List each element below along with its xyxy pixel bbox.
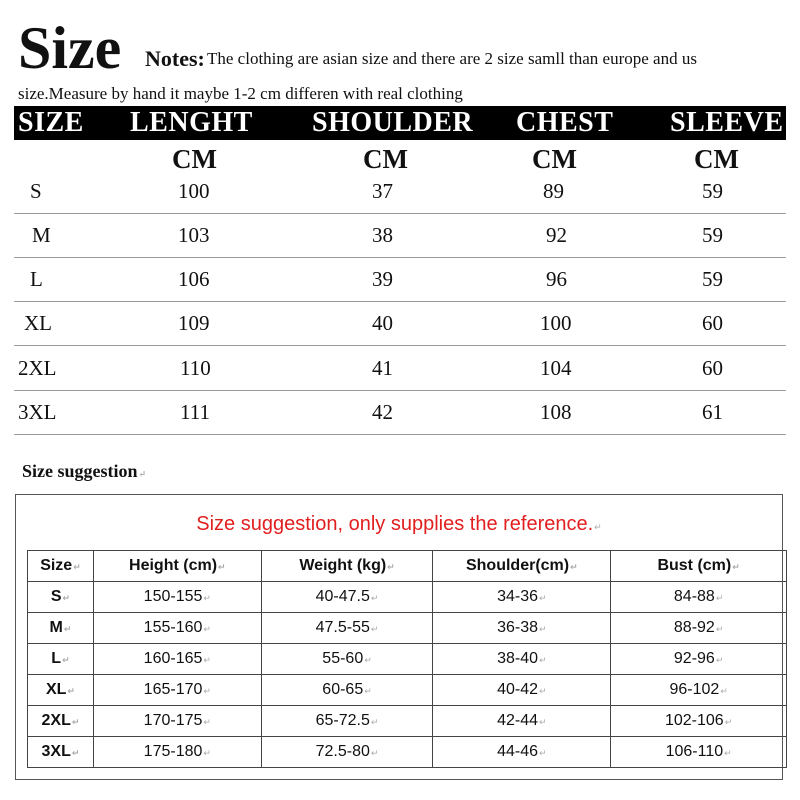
row-sleeve: 59 <box>702 267 723 291</box>
row-size: 2XL <box>18 356 57 380</box>
row-length: 106 <box>178 267 210 291</box>
size-row <box>14 347 786 391</box>
row-size: 3XL <box>18 400 57 424</box>
cell-height: 175-180↵ <box>93 737 261 768</box>
cell-shoulder: 34-36↵ <box>433 582 611 613</box>
col-header-weight: Weight (kg)↵ <box>261 551 433 582</box>
cell-shoulder: 42-44↵ <box>433 706 611 737</box>
return-mark-icon: ↵ <box>594 522 602 532</box>
row-shoulder: 37 <box>372 179 393 203</box>
table-row <box>28 644 787 675</box>
notes-text-line-1: The clothing are asian size and there are 2 size samll than europe and us <box>207 49 697 68</box>
cell-size: 3XL↵ <box>28 737 94 768</box>
unit-sleeve: CM <box>694 144 739 174</box>
header-chest: CHEST <box>516 107 614 138</box>
cell-bust: 102-106↵ <box>611 706 787 737</box>
cell-size: 2XL↵ <box>28 706 94 737</box>
header-size: SIZE <box>18 107 84 138</box>
cell-size: XL↵ <box>28 675 94 706</box>
cell-weight: 55-60↵ <box>261 644 433 675</box>
row-size: S <box>30 179 42 203</box>
cell-shoulder: 38-40↵ <box>433 644 611 675</box>
size-row <box>14 302 786 346</box>
row-chest: 89 <box>543 179 564 203</box>
cell-bust: 92-96↵ <box>611 644 787 675</box>
header-shoulder: SHOULDER <box>312 107 474 138</box>
cell-bust: 106-110↵ <box>611 737 787 768</box>
unit-length: CM <box>172 144 217 174</box>
row-length: 109 <box>178 311 210 335</box>
cell-bust: 96-102↵ <box>611 675 787 706</box>
cell-weight: 40-47.5↵ <box>261 582 433 613</box>
table-row <box>28 613 787 644</box>
table-row <box>28 675 787 706</box>
row-length: 110 <box>180 356 211 380</box>
row-chest: 108 <box>540 400 572 424</box>
row-size: L <box>30 267 43 291</box>
row-sleeve: 61 <box>702 400 723 424</box>
table-header-row <box>28 551 787 582</box>
cell-height: 165-170↵ <box>93 675 261 706</box>
notes-label: Notes: <box>145 46 205 71</box>
cell-bust: 88-92↵ <box>611 613 787 644</box>
cell-height: 150-155↵ <box>93 582 261 613</box>
size-row <box>14 391 786 435</box>
row-length: 111 <box>180 400 210 424</box>
row-chest: 104 <box>540 356 572 380</box>
col-header-shoulder: Shoulder(cm)↵ <box>433 551 611 582</box>
cell-size: S↵ <box>28 582 94 613</box>
suggestion-title: Size suggestion, only supplies the reference.↵ <box>196 513 602 535</box>
return-mark-icon: ↵ <box>138 469 147 479</box>
col-header-size: Size↵ <box>28 551 94 582</box>
row-shoulder: 39 <box>372 267 393 291</box>
row-shoulder: 40 <box>372 311 393 335</box>
cell-weight: 60-65↵ <box>261 675 433 706</box>
row-sleeve: 60 <box>702 356 723 380</box>
size-table-header <box>14 106 786 140</box>
table-row <box>28 582 787 613</box>
cell-weight: 65-72.5↵ <box>261 706 433 737</box>
header-sleeve: SLEEVE <box>670 107 784 138</box>
page-title: Size <box>18 15 122 81</box>
notes-text-line-2: size.Measure by hand it maybe 1-2 cm differen with real clothing <box>18 84 463 103</box>
row-shoulder: 41 <box>372 356 393 380</box>
row-sleeve: 59 <box>702 179 723 203</box>
row-sleeve: 60 <box>702 311 723 335</box>
cell-height: 160-165↵ <box>93 644 261 675</box>
row-size: M <box>32 223 51 247</box>
cell-weight: 47.5-55↵ <box>261 613 433 644</box>
row-chest: 96 <box>546 267 567 291</box>
row-length: 103 <box>178 223 210 247</box>
row-chest: 100 <box>540 311 572 335</box>
row-chest: 92 <box>546 223 567 247</box>
cell-size: L↵ <box>28 644 94 675</box>
col-header-height: Height (cm)↵ <box>93 551 261 582</box>
cell-height: 170-175↵ <box>93 706 261 737</box>
col-header-bust: Bust (cm)↵ <box>611 551 787 582</box>
row-divider <box>14 434 786 435</box>
cell-bust: 84-88↵ <box>611 582 787 613</box>
size-suggestion-table <box>27 550 787 768</box>
size-row <box>14 214 786 258</box>
header-length: LENGHT <box>130 107 253 138</box>
size-row <box>14 170 786 214</box>
cell-weight: 72.5-80↵ <box>261 737 433 768</box>
row-sleeve: 59 <box>702 223 723 247</box>
row-shoulder: 42 <box>372 400 393 424</box>
row-size: XL <box>24 311 52 335</box>
cell-shoulder: 40-42↵ <box>433 675 611 706</box>
size-row <box>14 258 786 302</box>
row-shoulder: 38 <box>372 223 393 247</box>
row-divider <box>14 345 786 346</box>
row-length: 100 <box>178 179 210 203</box>
table-row <box>28 737 787 768</box>
table-row <box>28 706 787 737</box>
unit-chest: CM <box>532 144 577 174</box>
cell-shoulder: 44-46↵ <box>433 737 611 768</box>
cell-size: M↵ <box>28 613 94 644</box>
size-suggestion-label: Size suggestion↵ <box>22 461 147 481</box>
cell-shoulder: 36-38↵ <box>433 613 611 644</box>
cell-height: 155-160↵ <box>93 613 261 644</box>
unit-shoulder: CM <box>363 144 408 174</box>
